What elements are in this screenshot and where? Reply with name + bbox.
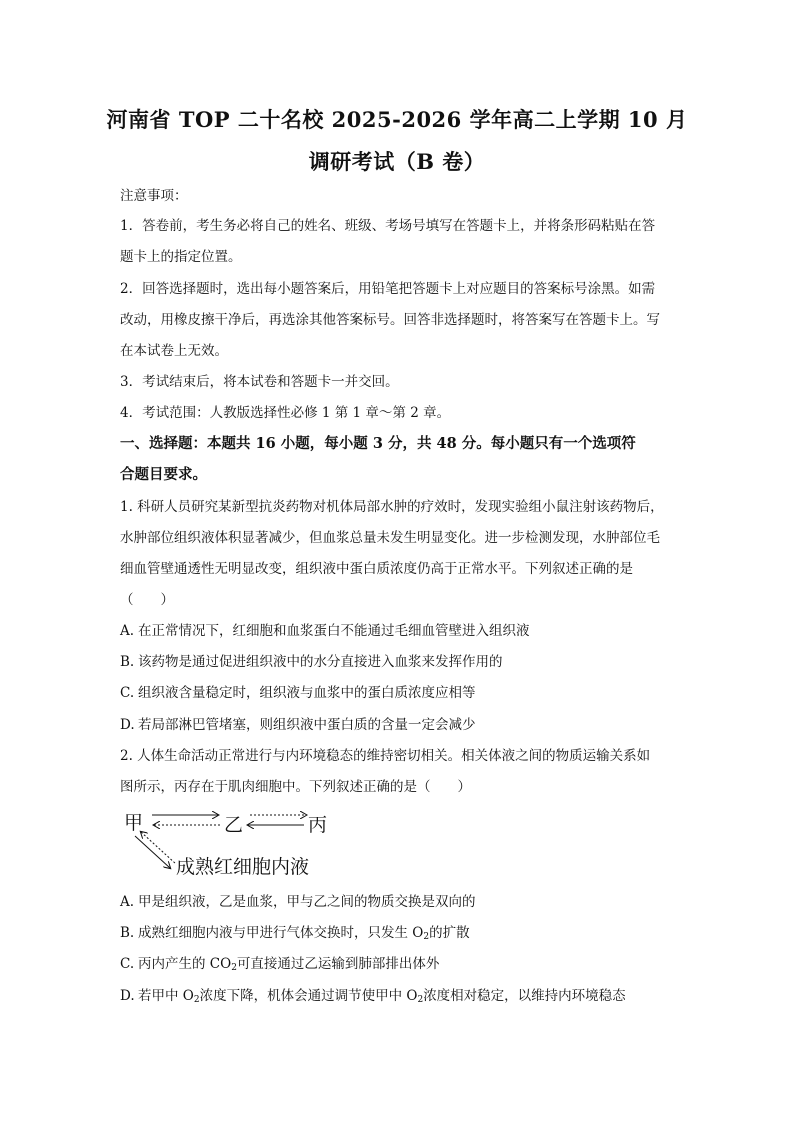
notice-item-2-cont: 改动，用橡皮擦干净后，再选涂其他答案标号。回答非选择题时，将答案写在答题卡上。写	[120, 312, 660, 328]
option-text: 成熟红细胞内液与甲进行气体交换时，只发生 $O_2$的扩散	[138, 925, 470, 942]
arrow-jia-to-rbc	[135, 836, 170, 868]
notice-item-1: 1．答卷前，考生务必将自己的姓名、班级、考场号填写在答题卡上，并将条形码粘贴在答	[120, 218, 656, 234]
option-letter: A.	[120, 623, 135, 639]
q2-stem-cont: 图所示，丙存在于肌肉细胞中。下列叙述正确的是（ ）	[120, 779, 471, 795]
q1-option-c	[120, 683, 680, 703]
q1-stem-cont-2: 细血管壁通透性无明显改变，组织液中蛋白质浓度仍高于正常水平。下列叙述正确的是	[120, 561, 633, 577]
option-text: 该药物是通过促进组织液中的水分直接进入血浆来发挥作用的	[138, 654, 503, 670]
option-letter: C.	[120, 956, 135, 972]
option-letter: B.	[120, 925, 135, 941]
option-letter: D.	[120, 988, 135, 1004]
notice-item-2: 2．回答选择题时，选出每小题答案后，用铅笔把答题卡上对应题目的答案标号涂黑。如需	[120, 281, 656, 297]
label-rbc-fluid: 成熟红细胞内液	[176, 856, 310, 878]
label-jia: 甲	[124, 812, 144, 834]
label-bing: 丙	[308, 814, 328, 836]
arrow-rbc-to-jia	[141, 832, 176, 864]
option-text: 组织液含量稳定时，组织液与血浆中的蛋白质浓度应相等	[138, 685, 476, 701]
q2-option-c	[120, 954, 680, 978]
option-text: 若甲中 $O_2$浓度下降，机体会通过调节使甲中 $O_2$浓度相对稳定，以维持内环境稳态	[138, 988, 626, 1005]
notice-item-2-cont-2: 在本试卷上无效。	[120, 343, 228, 359]
option-letter: D.	[120, 717, 135, 733]
label-yi: 乙	[224, 814, 244, 836]
notice-item-4: 4．考试范围：人教版选择性必修 1 第 1 章～第 2 章。	[120, 405, 451, 421]
q2-option-a	[120, 892, 680, 912]
q1-answer-blank: （ ）	[120, 592, 174, 608]
notice-heading: 注意事项：	[120, 188, 188, 204]
q2-stem: 2. 人体生命活动正常进行与内环境稳态的维持密切相关。相关体液之间的物质运输关系如	[120, 748, 651, 764]
notice-item-1-cont: 题卡上的指定位置。	[120, 249, 242, 265]
q1-option-d	[120, 715, 680, 735]
q1-option-b	[120, 652, 680, 672]
body-fluid-diagram	[120, 806, 440, 882]
exam-title-line-2: 调研考试（B 卷）	[308, 149, 486, 174]
option-text: 甲是组织液，乙是血浆，甲与乙之间的物质交换是双向的	[138, 894, 476, 910]
option-text: 在正常情况下，红细胞和血浆蛋白不能通过毛细血管壁进入组织液	[138, 623, 530, 639]
option-letter: B.	[120, 654, 135, 670]
option-text: 若局部淋巴管堵塞，则组织液中蛋白质的含量一定会减少	[138, 717, 476, 733]
section-heading-cont: 合题目要求。	[120, 466, 207, 483]
q2-option-d	[120, 986, 680, 1010]
q1-stem: 1. 科研人员研究某新型抗炎药物对机体局部水肿的疗效时，发现实验组小鼠注射该药物后，	[120, 499, 664, 515]
q1-option-a	[120, 621, 680, 641]
notice-item-3: 3．考试结束后，将本试卷和答题卡一并交回。	[120, 374, 399, 390]
option-letter: C.	[120, 685, 135, 701]
option-text: 丙内产生的 $CO_2$可直接通过乙运输到肺部排出体外	[138, 956, 440, 973]
q1-stem-cont: 水肿部位组织液体积显著减少，但血浆总量未发生明显变化。进一步检测发现，水肿部位毛	[120, 530, 660, 546]
section-heading: 一、选择题：本题共 16 小题，每小题 3 分，共 48 分。每小题只有一个选项符	[120, 435, 636, 452]
option-letter: A.	[120, 894, 135, 910]
q2-option-b	[120, 923, 680, 947]
exam-title-line-1: 河南省 TOP 二十名校 2025-2026 学年高二上学期 10 月	[106, 107, 688, 132]
